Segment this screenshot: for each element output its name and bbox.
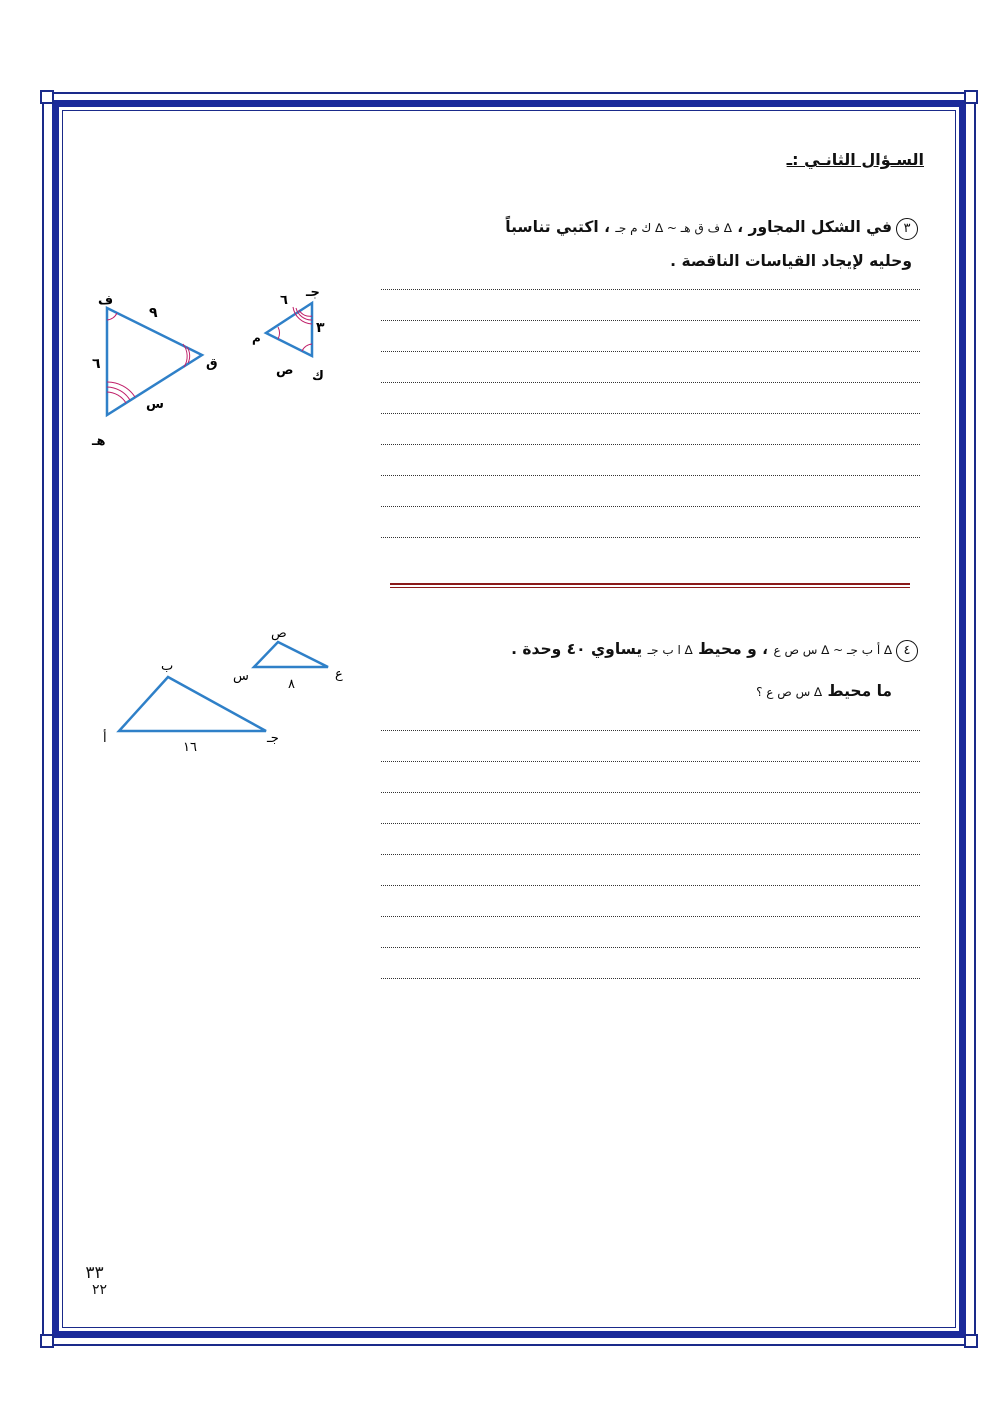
page-number-bottom: ٢٢ (92, 1281, 108, 1298)
q4-text-part1: ، و محيط (692, 640, 774, 658)
q3-small-triangle (266, 303, 312, 356)
q4-triangle-xyz: ∆ س ص ع ؟ (756, 685, 823, 699)
q3-small-vertex-top: جـ (306, 285, 320, 300)
frame-corner-bottom-right (964, 1334, 978, 1348)
q3-answer-lines (381, 289, 920, 538)
q4-big-side-bottom: ١٦ (183, 740, 197, 755)
answer-line[interactable] (381, 947, 920, 948)
q4-answer-lines (381, 730, 920, 979)
page-number (82, 1264, 107, 1298)
q3-small-vertex-bottom: ك (312, 369, 324, 384)
angle-arc (107, 392, 126, 403)
page-number-top: ٣٣ (85, 1263, 104, 1283)
frame-corner-top-right (964, 90, 978, 104)
q4-big-vertex-left: أ (103, 731, 107, 746)
q3-number: ٣ (896, 218, 918, 240)
q4-big-vertex-right: جـ (267, 731, 279, 746)
answer-line[interactable] (381, 823, 920, 824)
q3-small-side-right: ٣ (316, 320, 325, 336)
q4-small-vertex-top: ص (271, 626, 287, 641)
angle-arc (107, 387, 130, 400)
q3-small-vertex-left: م (252, 331, 261, 345)
answer-line[interactable] (381, 475, 920, 476)
q4-text-part2: يساوي ٤٠ وحدة . (511, 640, 648, 658)
q4-question: ما محيط (822, 682, 892, 700)
q3-big-side-bottom: س (146, 397, 164, 412)
answer-line[interactable] (381, 978, 920, 979)
q3-small-side-bottom: ص (276, 363, 294, 378)
answer-line[interactable] (381, 444, 920, 445)
q4-small-side-bottom: ٨ (288, 677, 295, 692)
section-title: السـؤال الثانـي :ـ (786, 150, 924, 169)
q3-text-part1: في الشكل المجاور ، (731, 218, 892, 236)
q4-figure (95, 620, 365, 760)
answer-line[interactable] (381, 730, 920, 731)
q3-big-side-top: ٩ (149, 305, 158, 321)
q3-similarity: ∆ ف ق هـ ~ ∆ ك م جـ (615, 221, 732, 235)
q3-big-vertex-right: ق (206, 356, 218, 371)
q3-line1 (505, 218, 918, 240)
q3-big-vertex-top: ف (98, 293, 114, 308)
answer-line[interactable] (381, 351, 920, 352)
q4-line1 (511, 640, 918, 662)
angle-arc (302, 344, 312, 351)
q3-big-vertex-bottom: هـ (92, 434, 106, 449)
q4-big-vertex-top: ب (161, 659, 174, 674)
q4-small-triangle (254, 642, 328, 667)
q3-big-side-left: ٦ (92, 356, 101, 372)
angle-arc (278, 327, 279, 339)
answer-line[interactable] (381, 885, 920, 886)
q3-line2: وحليه لإيجاد القياسات الناقصة . (670, 252, 912, 270)
answer-line[interactable] (381, 854, 920, 855)
q3-figure (80, 280, 340, 460)
frame-corner-top-left (40, 90, 54, 104)
answer-line[interactable] (381, 506, 920, 507)
answer-line[interactable] (381, 761, 920, 762)
section-separator (390, 583, 910, 588)
answer-line[interactable] (381, 916, 920, 917)
answer-line[interactable] (381, 537, 920, 538)
q3-text-part2: ، اكتبي تناسباً (505, 218, 616, 236)
q3-small-side-top: ٦ (280, 293, 288, 308)
answer-line[interactable] (381, 792, 920, 793)
q4-number: ٤ (896, 640, 918, 662)
q4-small-vertex-left: س (233, 669, 249, 684)
q4-big-triangle (119, 677, 266, 731)
q4-similarity: ∆ أ ب جـ ~ ∆ س ص ع (773, 643, 892, 657)
answer-line[interactable] (381, 413, 920, 414)
q4-triangle-abc: ∆ ا ب جـ (647, 643, 693, 657)
answer-line[interactable] (381, 382, 920, 383)
q4-small-vertex-right: ع (335, 667, 343, 682)
angle-arc (107, 382, 135, 397)
answer-line[interactable] (381, 320, 920, 321)
answer-line[interactable] (381, 289, 920, 290)
angle-arc (107, 313, 117, 320)
frame-corner-bottom-left (40, 1334, 54, 1348)
q4-line2 (756, 682, 892, 700)
